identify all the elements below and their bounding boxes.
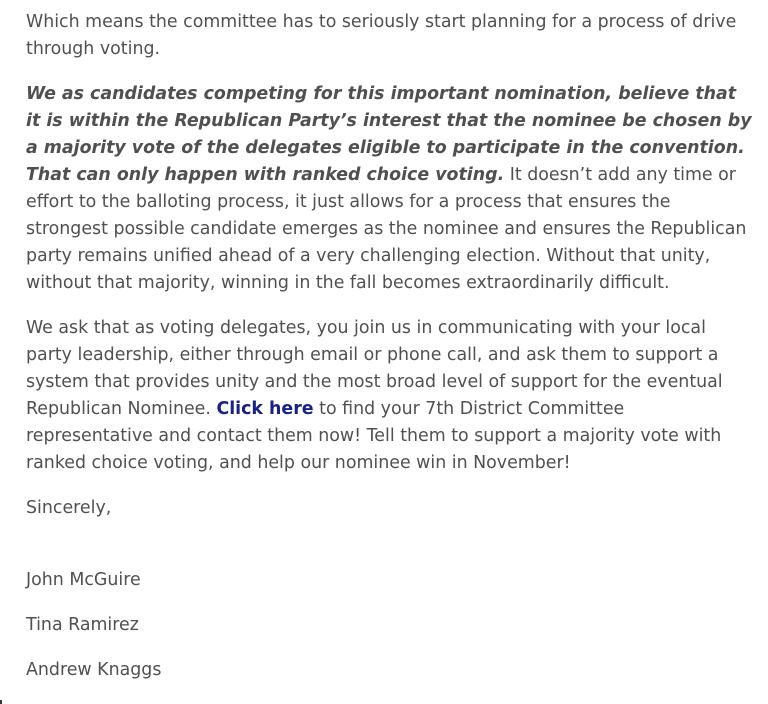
signature-tina-ramirez: Tina Ramirez — [26, 615, 139, 635]
signature-andrew-knaggs: Andrew Knaggs — [26, 660, 162, 680]
call-to-action-text: We ask that as voting delegates, you join us in communicating with your local party leadership, either through email or phone call, and ask them to support a system that provides unity and the most broad level of support for the eventual Republican Nominee. — [26, 318, 723, 419]
paragraph-call-to-action — [26, 315, 754, 477]
corner-mark — [0, 700, 2, 704]
click-here-link[interactable]: Click here — [216, 399, 314, 419]
call-to-action-text-after: to find your 7th District Committee representative and contact them now! Tell them to support a majority vote with ranked choice voting, and help our nominee win in November! — [26, 399, 722, 473]
paragraph-drive-through-voting: Which means the committee has to seriously start planning for a process of drive through voting. — [26, 12, 737, 59]
paragraph-ranked-choice — [26, 81, 754, 297]
closing-salutation: Sincerely, — [26, 498, 112, 518]
emphasized-statement: We as candidates competing for this important nomination, believe that it is within the Republican Party’s interest that the nominee be chosen by a majority vote of the delegates eligible to participate in the convention. That can only happen with ranked choice voting. — [26, 84, 752, 185]
signature-john-mcguire: John McGuire — [26, 570, 141, 590]
paragraph-ranked-choice-rest: It doesn’t add any time or effort to the balloting process, it just allows for a process that ensures the strongest possible candidate emerges as the nominee and ensures the Republican party remains unified ahead of a very challenging election. Without that unity, without that majority, winning in the fall becomes extraordinarily difficult. — [26, 165, 747, 293]
letter-body — [26, 9, 754, 702]
